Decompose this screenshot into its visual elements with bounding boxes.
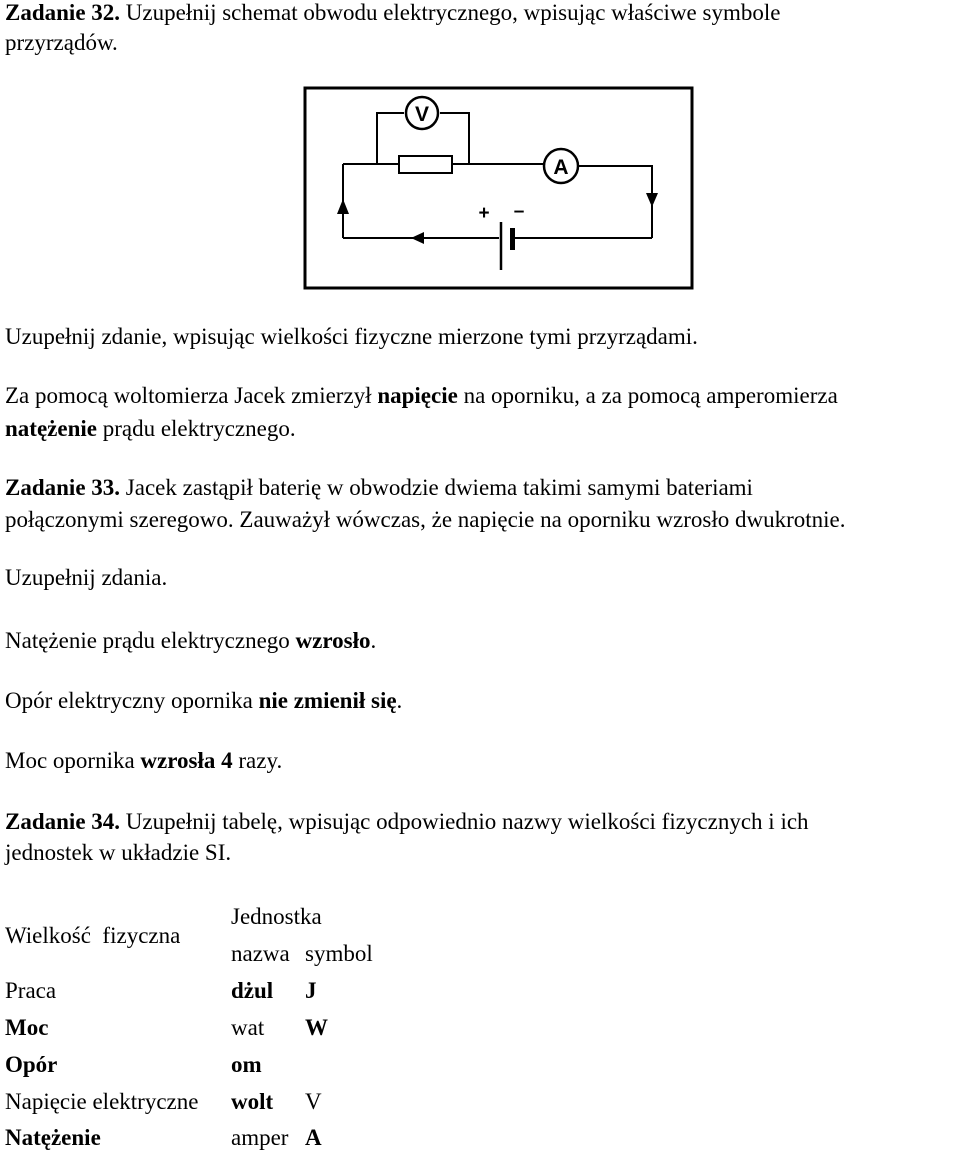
task33-text-cont: połączonymi szeregowo. Zauważył wówczas, że napięcie na oporniku wzrosło dwukrotnie. [5, 507, 846, 532]
table-header-unit: Jednostka [231, 904, 322, 929]
task32-title: Zadanie 32. [5, 0, 121, 25]
table-row-unit-name: amper [231, 1125, 289, 1150]
task33-instruction: Uzupełnij zdania. [5, 565, 168, 590]
table-row-unit-symbol: J [305, 978, 317, 1003]
table-row-unit-name: om [231, 1052, 262, 1077]
table-row-quantity: Opór [5, 1052, 58, 1077]
plus-sign: + [478, 203, 490, 224]
voltmeter-label: V [414, 103, 430, 126]
ammeter-label: A [553, 156, 569, 179]
table-row-unit-symbol: W [305, 1015, 328, 1040]
table-row-unit-name: dżul [231, 978, 274, 1003]
table-row-unit-symbol: V [305, 1089, 322, 1114]
table-row-quantity: Napięcie elektryczne [5, 1089, 199, 1114]
task32-text-cont: przyrządów. [5, 30, 118, 55]
minus-sign: – [513, 201, 525, 222]
table-header-quantity: Wielkość fizyczna [5, 923, 181, 948]
answer-current: natężenie [5, 416, 97, 441]
task32-text: Zadanie 32. Uzupełnij schemat obwodu elektrycznego, wpisując właściwe symbole [5, 0, 781, 25]
task33-sentence-a: Natężenie prądu elektrycznego wzrosło. [5, 628, 377, 653]
task33-text: Zadanie 33. Jacek zastąpił baterię w obwodzie dwiema takimi samymi bateriami [5, 475, 753, 500]
circuit-diagram [303, 86, 695, 292]
table-row-quantity: Moc [5, 1015, 49, 1040]
task34-text: Zadanie 34. Uzupełnij tabelę, wpisując odpowiednio nazwy wielkości fizycznych i ich [5, 809, 809, 834]
task34-title: Zadanie 34. [5, 809, 121, 834]
task34-text-cont: jednostek w układzie SI. [5, 840, 232, 865]
task32-answer-line1: Za pomocą woltomierza Jacek zmierzył napięcie na oporniku, a za pomocą amperomierza [5, 383, 838, 408]
task33-sentence-c: Moc opornika wzrosła 4 razy. [5, 748, 283, 773]
task33-sentence-b: Opór elektryczny opornika nie zmienił się. [5, 688, 403, 713]
task33-title: Zadanie 33. [5, 475, 121, 500]
answer-voltage: napięcie [377, 383, 458, 408]
table-row-quantity: Praca [5, 978, 57, 1003]
table-header-symbol: symbol [305, 941, 373, 966]
battery-negative-plate [510, 228, 515, 250]
table-row-unit-name: wat [231, 1015, 265, 1040]
table-row-unit-symbol: A [305, 1125, 322, 1150]
resistor-symbol [399, 156, 452, 173]
current-arrow-left [411, 232, 424, 244]
table-row-unit-name: wolt [231, 1089, 274, 1114]
current-arrow-down [646, 193, 658, 207]
task32-instruction: Uzupełnij zdanie, wpisując wielkości fizyczne mierzone tymi przyrządami. [5, 324, 698, 349]
table-header-name: nazwa [231, 941, 290, 966]
table-row-quantity: Natężenie [5, 1125, 101, 1150]
task32-answer-line2: natężenie prądu elektrycznego. [5, 416, 296, 441]
current-arrow-up [337, 199, 349, 214]
diagram-frame [305, 88, 692, 288]
